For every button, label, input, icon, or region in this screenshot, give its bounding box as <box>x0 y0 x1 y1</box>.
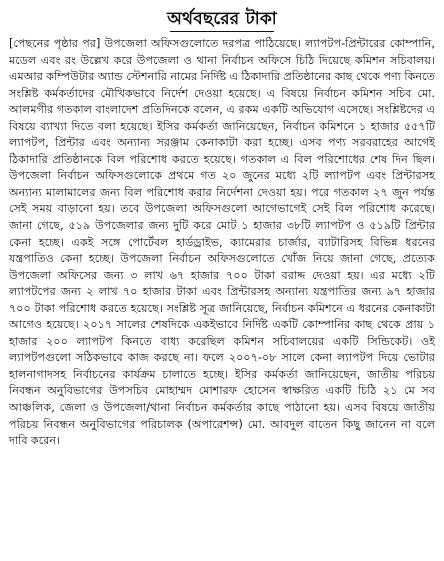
headline-underline <box>170 31 274 32</box>
jump-reference: [পেছনের পৃষ্ঠার পর] <box>9 37 101 50</box>
article-body-text: উপজেলা অফিসগুলোতে দরপত্র পাঠিয়েছে। ল্যাপটপ-প্রিন্টারের কোম্পানি, মডেল এবং রং উল্লেখ করে উপজেলা ও থানা নির্বাচন অফিসে চিঠি দিয়েছে কমিশন সচিবালয়। এমআর কম্পিউটার অ্যান্ড স্টেশনারি নামের নির্দিষ্ট এ ঠিকাদারি প্রতিষ্ঠানের কাছ থেকে পণ্য কিনতে সংশ্লিষ্ট কর্মকর্তাদের মৌখিকভাবে নির্দেশ দেওয়া হয়েছে। এ বিষয়ে নির্বাচন কমিশন সচিব মো. আলমগীর গতকাল বাংলাদেশ প্রতিদিনকে বলেন, এ রকম একটি অভিযোগ এসেছে। সংশ্লিষ্টদের এ বিষয়ে ব্যাখ্যা দিতে বলা হয়েছে। ইসির কর্মকর্তা জানিয়েছেন, নির্বাচন কমিশনে ১ হাজার ৫৫৭টি ল্যাপটপ, প্রিন্টার এবং অন্যান্য সরঞ্জাম কেনাকাটা করা হচ্ছে। এসব পণ্য সরবরাহের আগেই ঠিকাদারি প্রতিষ্ঠানকে বিল পরিশোধ করতে হয়েছে। গতকাল এ বিল পরিশোধের শেষ দিন ছিল। উপজেলা নির্বাচন অফিসগুলোকে প্রথমে গত ২০ জুনের মধ্যে ২টি ল্যাপটপ এবং প্রিন্টারসহ অন্যান্য মালামালের জন্য বিল পরিশোধ করার নির্দেশনা দেওয়া হয়। পরে গতকাল ২৭ জুন পর্যন্ত সেই সময় বাড়ানো হয়। তবে উপজেলা অফিসগুলো আগেভাগেই সেই বিল পরিশোধ করেছে। জানা গেছে, ৫১৯ উপজেলার জন্য দুটি করে মোট ১ হাজার ৩৮টি ল্যাপটপ ও ৫১৯টি প্রিন্টার কেনা হচ্ছে। একই সঙ্গে পোর্টেবল হার্ডড্রাইভ, ক্যামেরার চার্জার, ব্যাটারিসহ বিভিন্ন ধরনের যন্ত্রপাতিও কেনা হচ্ছে। উপজেলা নির্বাচন অফিসগুলোতে খোঁজ নিয়ে জানা গেছে, প্রত্যেক উপজেলা অফিসের জন্য ৩ লাখ ৬৭ হাজার ৭০০ টাকা বরাদ্দ দেওয়া হয়। এর মধ্যে ২টি ল্যাপটপের জন্য ২ লাখ ৭০ হাজার টাকা এবং প্রিন্টারসহ অন্যান্য যন্ত্রপাতির জন্য ৯৭ হাজার ৭০০ টাকা পরিশোধ করতে হয়েছে। সংশ্লিষ্ট সূত্র জানিয়েছে, নির্বাচন কমিশনে এ ধরনের কেনাকাটা আগেও হয়েছে। ২০১৭ সালের শেষদিকে একইভাবে নির্দিষ্ট একটি কোম্পানির কাছ থেকে প্রায় ১ হাজার ২০০ ল্যাপটপ কিনতে বাধ্য করেছিল কমিশন সচিবালয়ের একটি সিন্ডিকেট। ওই ল্যাপটপগুলো সঠিকভাবে কাজ করছে না। ফলে ২০০৭-০৮ সালে কেনা ল্যাপটপ দিয়ে ভোটার হালনাগাদসহ নির্বাচনের কার্যক্রম চালাতে হচ্ছে। ইসির কর্মকর্তা জানিয়েছেন, জাতীয় পরিচয় নিবন্ধন অনুবিভাগের উপসচিব মোহাম্মদ মোশারফ হোসেন স্বাক্ষরিত একটি চিঠি ২১ মে সব আঞ্চলিক, জেলা ও উপজেলা/থানা নির্বাচন কর্মকর্তার কাছে পাঠানো হয়। এসব বিষয়ে জাতীয় পরিচয় নিবন্ধন অনুবিভাগের পরিচালক (অপারেশন্স) মো. আবদুল বাতেন কিছু জানেন না বলে দাবি করেন। <box>9 37 435 448</box>
article-headline: অর্থবছরের টাকা <box>167 9 277 29</box>
article-body <box>9 36 435 450</box>
